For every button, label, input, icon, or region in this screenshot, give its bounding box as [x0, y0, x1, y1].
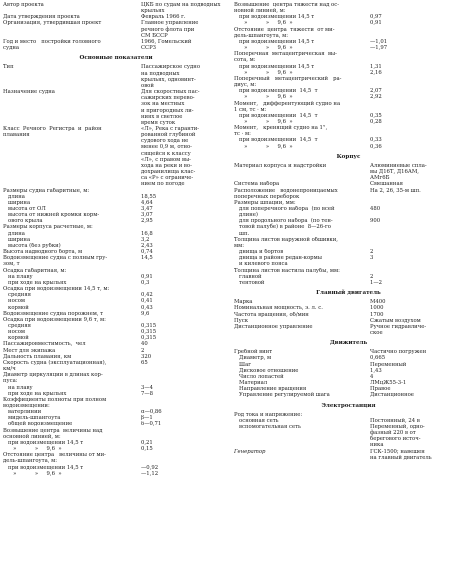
row-label: » » 9,6 »: [234, 94, 293, 101]
row-label: Управление регулируемой шага: [234, 392, 330, 399]
row-label: Номинальная мощность, э. л. с.: [234, 305, 323, 312]
row-value: Переменный: [370, 361, 407, 368]
main-engine-table: [234, 299, 463, 336]
table-row: [234, 51, 463, 63]
row-label: Поперечный метацентрический ра- диус, м:: [234, 75, 342, 89]
row-value: 0,21: [141, 439, 153, 446]
row-label: средняя: [3, 292, 32, 299]
row-label: на плаву: [3, 273, 33, 280]
row-label: Класс Речного Регистра и район плавания: [3, 125, 102, 139]
row-value: «Л», Река с гаранти- рованной глубиной судового хода не менее 0,9 м, отно- сящейся к классу «Л», с правом вы- хода на реки и во- дохранилища клас- са «Р» с ограниче- нием по погоде: [141, 125, 200, 188]
row-label: для поперечного набора (по всей длине): [239, 206, 335, 219]
row-value: 0,315: [141, 329, 157, 336]
section-heading-propulsor: Движитель: [329, 340, 368, 347]
row-label: Дальность плавания, км: [3, 353, 72, 360]
row-label: Поперечная метацентрическая вы- сота, м:: [234, 51, 337, 64]
row-label: длина: [3, 193, 25, 200]
table-row: [3, 397, 229, 409]
row-value: 0,3: [141, 279, 150, 286]
row-value: 2: [370, 249, 374, 256]
row-label: Отстояние центра тяжести от ми- дель-шпангоута, м:: [234, 26, 335, 39]
table-row: [3, 428, 229, 440]
row-value: На 2, 26, 35-м шп.: [370, 187, 421, 194]
row-label: » » 9,6 »: [234, 118, 293, 125]
row-value: Алюминиевые спла- вы Д16Т, Д16АМ, АМг6Б: [370, 162, 427, 182]
row-value: 2,43: [141, 242, 153, 249]
row-value: 0,28: [370, 118, 382, 125]
row-value: Дистанционное: [370, 392, 414, 399]
left-column: [3, 2, 229, 477]
row-value: 2,16: [370, 69, 382, 76]
row-label: Толщина листов настила палубы, мм:: [234, 267, 340, 274]
row-value: 0,91: [141, 273, 153, 280]
row-label: Осадка габаритная, м:: [3, 267, 67, 274]
table-row: [234, 163, 463, 181]
row-label: Материал корпуса и надстройки: [234, 162, 327, 169]
row-label: Осадка при водоизмещении 9,6 т, м:: [3, 316, 106, 323]
row-value: Февраль 1966 г.: [141, 14, 186, 21]
row-label: Водоизмещение судна с полным гру- зом, т: [3, 255, 108, 268]
row-value: 1966, Гомельский ССРЗ: [141, 38, 192, 52]
row-label: Дистанционное управление: [234, 323, 313, 330]
row-label: ширина: [3, 199, 31, 206]
row-label: мидель-шпангоута: [3, 415, 61, 422]
row-label: Отстояние центра величины от ми- дель-шпангоута, м:: [3, 452, 106, 465]
row-value: 0,97: [370, 14, 382, 21]
table-row: [234, 324, 463, 336]
row-label: ватерлинии: [3, 409, 42, 416]
row-label: Дисковое отношение: [234, 367, 299, 374]
row-label: Год и место постройки головного судна: [3, 38, 101, 52]
row-value: 3: [370, 255, 374, 262]
row-value: 1—2: [370, 279, 383, 286]
row-label: при водоизмещении 14,5 т: [234, 88, 318, 95]
row-value: 0,43: [141, 304, 153, 311]
row-label: Гребной винт: [234, 349, 273, 356]
row-value: Переменный, одно- фазный 220 в от берегового источ- ника: [370, 424, 425, 449]
row-value: 1,43: [370, 367, 382, 374]
stability-table: [234, 2, 463, 150]
row-label: Осадка при водоизмещении 14,5 т, м:: [3, 286, 110, 293]
row-label: при водоизмещении 14,5 т: [234, 14, 315, 21]
row-label: Размеры шпации, мм:: [234, 199, 296, 206]
table-row: [234, 2, 463, 14]
row-label: Возвышение центра тяжести над ос- новной линией, м:: [234, 2, 339, 15]
row-value: 480: [370, 206, 381, 212]
main-parameters-table: [3, 64, 229, 476]
row-label: Автор проекта: [3, 2, 44, 8]
section-heading-power-plant: Электростанция: [321, 402, 376, 409]
row-value: Пассажирское судно на подводных крыльях, одновинт- овой: [141, 64, 201, 89]
row-value: 3—4: [141, 384, 154, 391]
table-row: [234, 206, 463, 218]
row-value: Частично погружен: [370, 349, 427, 356]
row-value: 0,665: [370, 355, 386, 362]
row-label: Диаметр, м: [234, 355, 272, 362]
row-label: Размеры судна габаритные, м:: [3, 187, 90, 194]
row-value: Смешанная: [370, 181, 403, 188]
row-value: 1000: [370, 305, 384, 312]
row-value: 3,07 2,95: [141, 212, 153, 225]
row-label: при ходе на крыльях: [3, 390, 67, 397]
row-label: Водоизмещение судна порожнем, т: [3, 310, 104, 317]
row-label: Пуск: [234, 317, 249, 324]
row-label: вспомогательная сеть: [234, 424, 301, 430]
row-label: Размеры корпуса расчетные, м:: [3, 224, 93, 231]
section-heading-main-engine: Главный двигатель: [316, 290, 381, 297]
row-label: тентовой: [234, 279, 265, 286]
row-value: 0,41: [141, 298, 153, 305]
row-label: средняя: [3, 322, 32, 329]
row-label: при ходе на крыльях: [3, 279, 67, 286]
table-row: [234, 188, 463, 200]
row-label: Скорость судна (эксплуатационная), км/ч: [3, 359, 107, 373]
row-value: 0,33: [370, 137, 382, 144]
row-label: носом: [3, 329, 26, 336]
row-label: Марка: [234, 299, 253, 306]
row-value: 0,315: [141, 322, 157, 329]
row-label: Возвышение центра величины над основной линией, м:: [3, 427, 103, 440]
row-value: 900: [370, 218, 381, 225]
table-row: [3, 89, 229, 126]
row-label: Назначение судна: [3, 89, 55, 96]
row-value: Правое: [370, 386, 391, 393]
row-label: кормой: [3, 335, 29, 342]
row-value: 0,15: [141, 446, 153, 453]
row-label: Дата утверждения проекта: [3, 14, 80, 21]
row-label: носом: [3, 298, 26, 305]
table-row: [234, 237, 463, 249]
table-row: [234, 449, 463, 461]
table-row: [3, 39, 229, 51]
row-label: Толщина листов наружной обшивки, мм:: [234, 236, 338, 249]
row-value: 3,2: [141, 236, 150, 243]
row-label: главной: [234, 273, 262, 280]
row-label: » » 9,6 »: [234, 45, 293, 52]
row-value: 1,31: [370, 63, 382, 70]
row-label: высота от ОЛ: [3, 206, 46, 212]
row-label: днища и бортов: [234, 249, 284, 256]
row-value: β—1: [141, 415, 153, 422]
row-value: 2: [141, 347, 145, 354]
row-label: длина: [3, 230, 25, 237]
row-value: 0,74: [141, 249, 153, 256]
row-value: —1,01: [370, 38, 388, 45]
row-label: при водоизмещении 14,5 т: [234, 137, 318, 144]
row-label: » » 9,6 »: [3, 446, 62, 453]
table-row: [234, 101, 463, 113]
row-value: 18,55: [141, 193, 157, 200]
row-label: Система набора: [234, 181, 280, 188]
row-label: Расположение водонепроницаемых поперечных переборок: [234, 187, 338, 200]
row-value: —0,92: [141, 464, 159, 471]
row-value: ЦКБ по судам на подводных крыльях: [141, 2, 221, 15]
table-row: [234, 255, 463, 267]
row-label: » » 9,6 »: [3, 470, 62, 477]
table-row: [234, 144, 463, 150]
row-label: Генератор: [234, 448, 266, 455]
table-row: [234, 27, 463, 39]
section-heading-main-parameters: Основные показатели: [79, 55, 153, 62]
row-label: при водоизмещении 14,5 т: [234, 63, 315, 70]
row-label: » » 9,6 »: [234, 69, 293, 76]
table-row: [234, 424, 463, 449]
table-row: [234, 125, 463, 137]
row-label: Шаг: [234, 361, 252, 368]
row-value: α—0,86: [141, 409, 162, 416]
table-row: [3, 452, 229, 464]
row-label: Момент, дифферентующий судно на 1 см, тс · м:: [234, 100, 341, 113]
row-label: ширина: [3, 236, 31, 243]
row-value: 3,47: [141, 206, 153, 212]
row-value: 14,5: [141, 255, 153, 262]
table-row: [3, 360, 229, 372]
row-label: высота (без рубки): [3, 242, 61, 249]
row-label: Мест для экипажа: [3, 347, 56, 354]
propulsor-table: [234, 349, 463, 398]
project-info-block: [3, 2, 229, 51]
row-label: днища в районе редан-кормы и килевого пояса: [239, 255, 322, 268]
row-value: Ручное гидравличе- ское: [370, 323, 427, 336]
row-label: » » 9,6 »: [234, 143, 293, 150]
row-label: Род тока и напряжение:: [234, 411, 303, 418]
row-value: 2,92: [370, 94, 382, 101]
row-value: 16,8: [141, 230, 153, 237]
table-row: [3, 20, 229, 38]
row-label: » » 9,6 »: [234, 20, 293, 27]
table-row: [3, 471, 229, 477]
row-label: на плаву: [3, 384, 33, 391]
row-value: 0,91: [370, 20, 382, 27]
row-value: 320: [141, 353, 152, 360]
row-value: Для скоростных пас- сажирских перево- зок на местных и пригородных ли- ниях в светлое время суток: [141, 89, 200, 126]
row-label: основная сеть: [234, 417, 279, 424]
table-row: [234, 392, 463, 398]
row-value: δ—0,71: [141, 421, 162, 428]
row-label: Диаметр циркуляции в длинах кор- пуса:: [3, 372, 103, 385]
table-row: [234, 218, 463, 236]
right-column: [234, 2, 463, 461]
table-row: [234, 280, 463, 286]
row-value: 4: [370, 373, 374, 380]
row-value: М400: [370, 299, 386, 306]
hull-table: [234, 163, 463, 286]
row-label: Число лопастей: [234, 373, 284, 380]
section-heading-hull: Корпус: [336, 153, 361, 160]
row-value: ЛМцЖ55-3-1: [370, 380, 407, 387]
row-value: Главное управление речного флота при СМ БССР: [141, 20, 199, 39]
row-label: для продольного набора (по тен- товой палубе) в районе 8—26-го шп.: [239, 218, 333, 237]
row-label: Материал: [234, 380, 268, 387]
row-value: 2,07: [370, 88, 382, 95]
row-label: Частота вращения, об/мин: [234, 311, 309, 318]
row-label: Момент, кренящий судно на 1°, тс · м:: [234, 125, 328, 138]
row-value: —1,97: [370, 45, 388, 52]
row-value: 2: [370, 273, 374, 280]
row-value: 40: [141, 341, 148, 348]
table-row: [234, 76, 463, 88]
row-value: 0,36: [370, 143, 382, 150]
row-value: —1,12: [141, 470, 159, 477]
table-row: [3, 372, 229, 384]
table-row: [3, 212, 229, 224]
row-label: высота от нижней кромки корм- ового крыла: [8, 212, 100, 225]
row-label: при водоизмещении 14,5 т: [3, 439, 84, 446]
row-value: 0,35: [370, 112, 382, 119]
row-value: Сжатым воздухом: [370, 317, 421, 324]
row-value: 9,6: [141, 310, 150, 317]
row-label: Тип: [3, 64, 14, 71]
table-row: [3, 126, 229, 188]
row-value: 4,64: [141, 199, 153, 206]
row-value: 0,315: [141, 335, 157, 342]
row-label: при водоизмещении 14,5 т: [3, 464, 84, 471]
row-value: ГСК-1500; навешен на главный двигатель: [370, 448, 432, 461]
row-label: общей водоизмещение: [3, 421, 73, 428]
row-value: 65: [141, 359, 148, 366]
table-row: [3, 64, 229, 89]
row-label: Пассажировместимость, чел: [3, 341, 86, 348]
row-label: при водоизмещении 14,5 т: [234, 38, 315, 45]
row-label: Коэффициенты полноты при полном водоизмещении:: [3, 396, 107, 409]
row-label: при водоизмещении 14,5 т: [234, 112, 318, 119]
power-plant-table: [234, 412, 463, 461]
row-label: кормой: [3, 304, 29, 311]
table-row: [3, 2, 229, 14]
row-label: Высота надводного борта, м: [3, 249, 83, 256]
row-label: Организация, утвердившая проект: [3, 20, 102, 27]
row-value: 0,42: [141, 292, 153, 299]
table-row: [3, 255, 229, 267]
row-value: Постоянный, 24 в: [370, 417, 420, 424]
row-value: 7—8: [141, 390, 154, 397]
row-label: Направление вращения: [234, 386, 307, 393]
row-value: 1700: [370, 311, 384, 318]
